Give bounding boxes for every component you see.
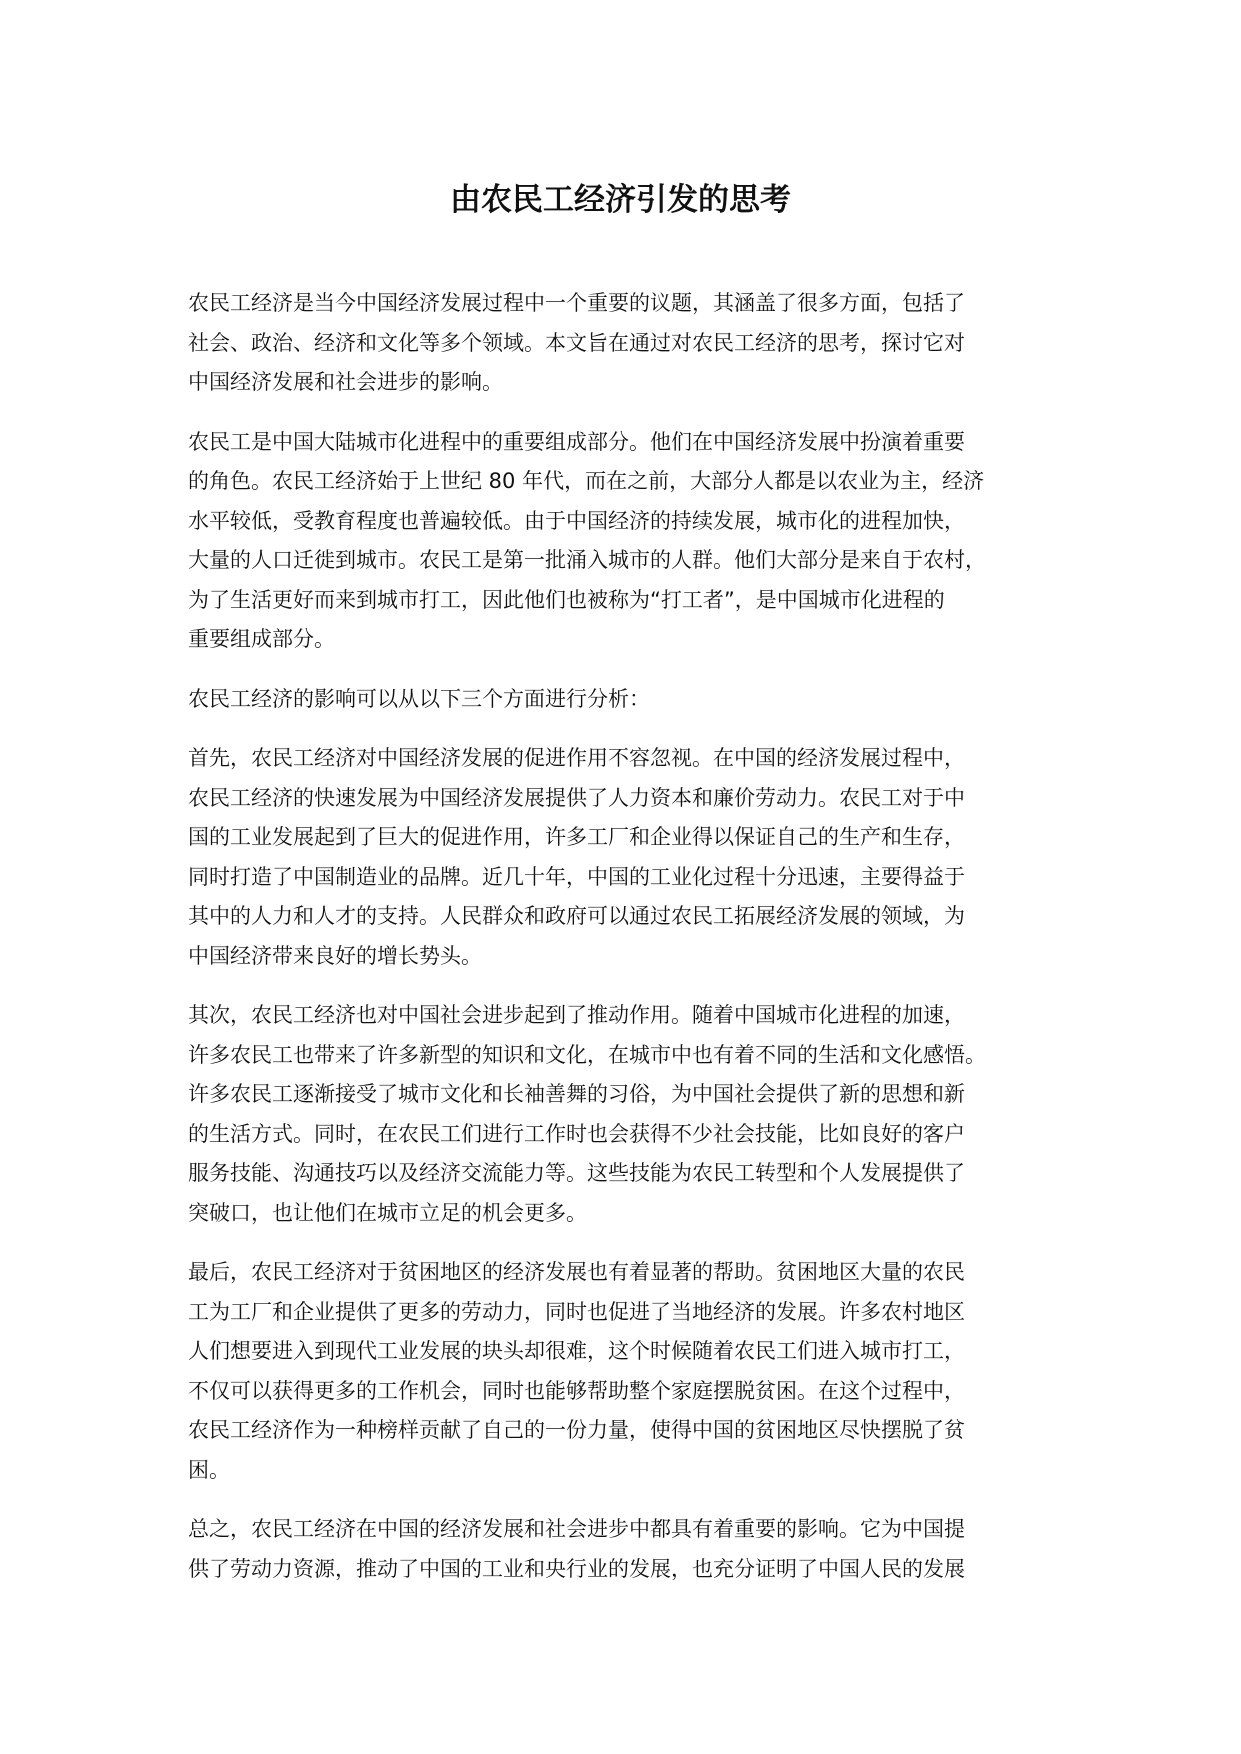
paragraph-social-impact: 其次，农民工经济也对中国社会进步起到了推动作用。随着中国城市化进程的加速， 许多农民工也带来了许多新型的知识和文化，在城市中也有着不同的生活和文化感悟。 许多农民工逐渐接受了城市文化和长袖善舞的习俗，为中国社会提供了新的思想和新 的生活方式。同时，在农民工们进行工作时也会获得不少社会技能，比如良好的客户 服务技能、沟通技巧以及经济交流能力等。这些技能为农民工转型和个人发展提供了 突破口，也让他们在城市立足的机会更多。 xyxy=(188,1003,986,1225)
paragraph-background: 农民工是中国大陆城市化进程中的重要组成部分。他们在中国经济发展中扮演着重要 的角色。农民工经济始于上世纪 80 年代，而在之前，大部分人都是以农业为主，经济 水平较低，受教育程度也普遍较低。由于中国经济的持续发展，城市化的进程加快， 大量的人口迁徙到城市。农民工是第一批涌入城市的人群。他们大部分是来自于农村， 为了生活更好而来到城市打工，因此他们也被称为“打工者”，是中国城市化进程的 重要组成部分。 xyxy=(188,429,986,651)
paragraph-poverty-impact: 最后，农民工经济对于贫困地区的经济发展也有着显著的帮助。贫困地区大量的农民 工为工厂和企业提供了更多的劳动力，同时也促进了当地经济的发展。许多农村地区 人们想要进入到现代工业发展的块头却很难，这个时候随着农民工们进入城市打工， 不仅可以获得更多的工作机会，同时也能够帮助整个家庭摆脱贫困。在这个过程中， 农民工经济作为一种榜样贡献了自己的一份力量，使得中国的贫困地区尽快摆脱了贫 困。 xyxy=(188,1260,965,1482)
paragraph-conclusion: 总之，农民工经济在中国的经济发展和社会进步中都具有着重要的影响。它为中国提 供了劳动力资源，推动了中国的工业和央行业的发展，也充分证明了中国人民的发展 xyxy=(188,1517,965,1581)
paragraph-economic-impact: 首先，农民工经济对中国经济发展的促进作用不容忽视。在中国的经济发展过程中， 农民工经济的快速发展为中国经济发展提供了人力资本和廉价劳动力。农民工对于中 国的工业发展起到了巨大的促进作用，许多工厂和企业得以保证自己的生产和生存， 同时打造了中国制造业的品牌。近几十年，中国的工业化过程十分迅速，主要得益于 其中的人力和人才的支持。人民群众和政府可以通过农民工拓展经济发展的领域，为 中国经济带来良好的增长势头。 xyxy=(188,746,965,968)
paragraph-intro: 农民工经济是当今中国经济发展过程中一个重要的议题，其涵盖了很多方面，包括了 社会、政治、经济和文化等多个领域。本文旨在通过对农民工经济的思考，探讨它对 中国经济发展和社会进步的影响。 xyxy=(188,291,965,394)
paragraph-analysis-lead: 农民工经济的影响可以从以下三个方面进行分析： xyxy=(188,686,650,711)
document-body xyxy=(188,284,1088,1609)
document-title: 由农民工经济引发的思考 xyxy=(450,182,791,218)
